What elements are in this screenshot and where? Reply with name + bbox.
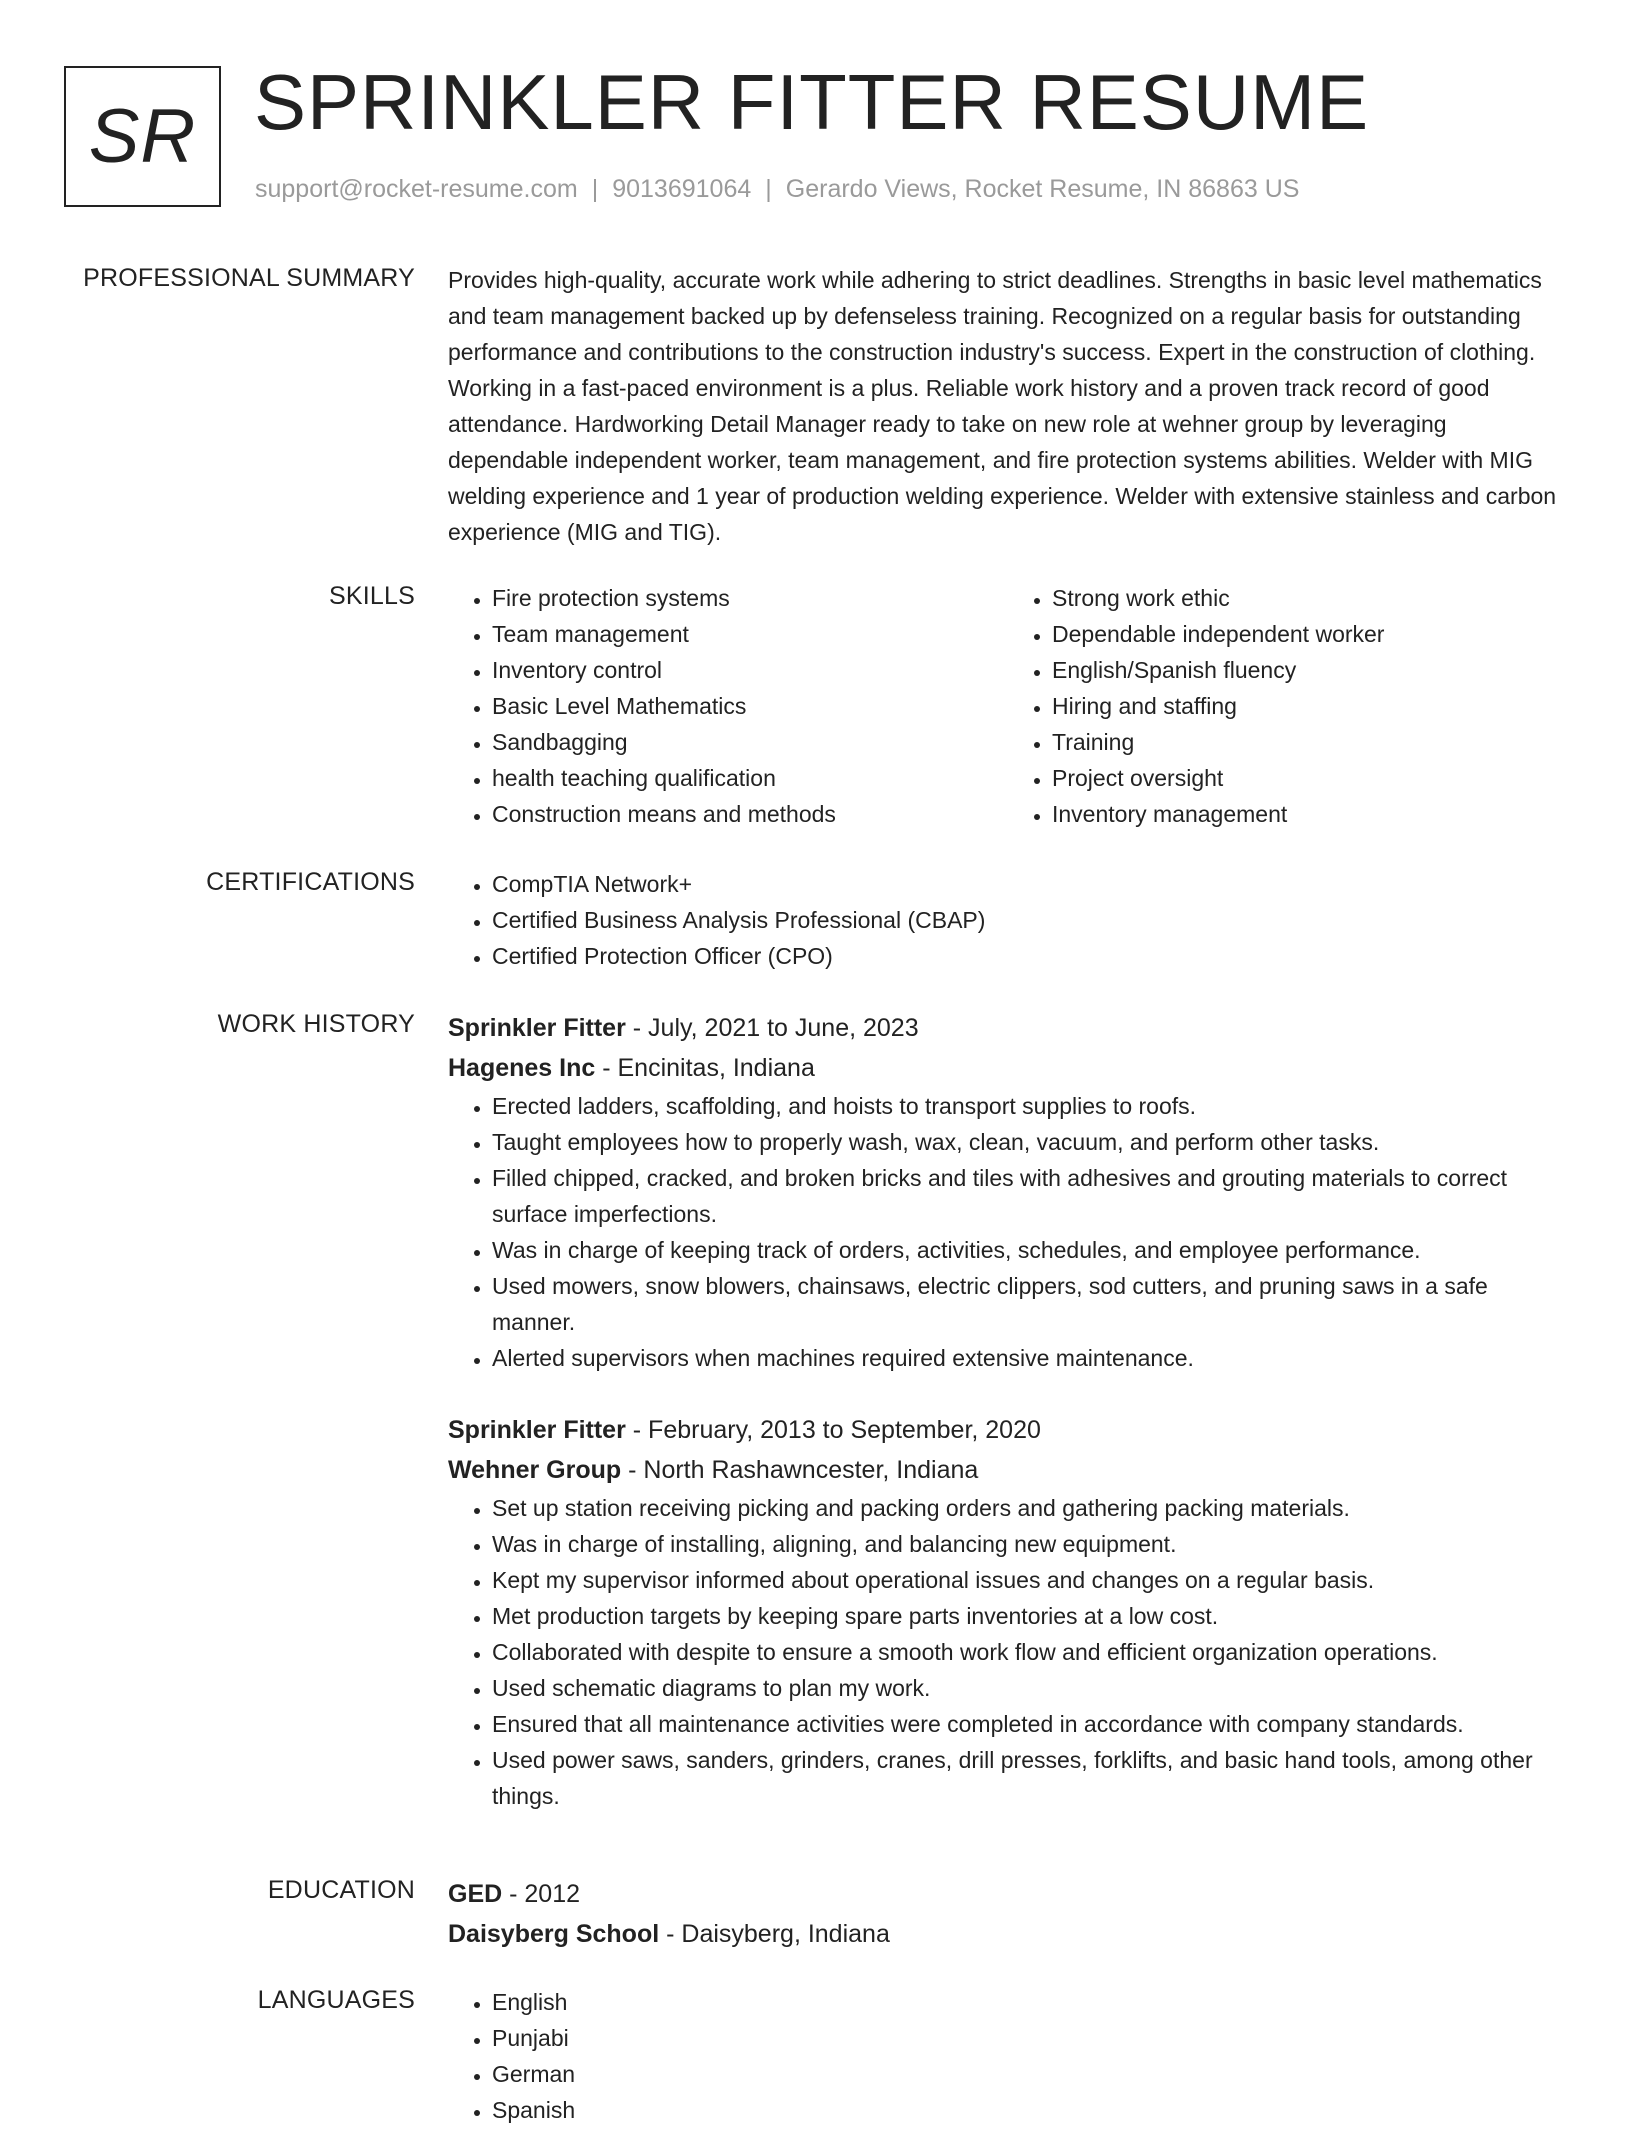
section-label: CERTIFICATIONS: [206, 868, 415, 896]
contact-separator: |: [591, 175, 599, 203]
skills-body: [448, 580, 1568, 832]
job-dates: - July, 2021 to June, 2023: [625, 1014, 919, 1042]
job-duty-item: • Set up station receiving picking and packing orders and gathering packing materials.: [492, 1490, 1568, 1526]
certifications-list: [448, 866, 1568, 974]
job-company: Wehner Group: [448, 1456, 622, 1484]
skill-item: • Training: [1052, 724, 1568, 760]
job-title-line: [448, 1008, 1568, 1048]
contact-line: [255, 175, 1299, 204]
skill-item: • Sandbagging: [492, 724, 1008, 760]
skills-list-right: [1008, 580, 1568, 832]
skill-item: • Inventory management: [1052, 796, 1568, 832]
education-location: - Daisyberg, Indiana: [659, 1920, 890, 1948]
language-item: • Punjabi: [492, 2020, 1568, 2056]
job-company-line: [448, 1450, 1568, 1490]
skill-item: • Basic Level Mathematics: [492, 688, 1008, 724]
job-duties-list: [448, 1088, 1568, 1376]
certification-item: • CompTIA Network+: [492, 866, 1568, 902]
job-duties-list: [448, 1490, 1568, 1814]
education-school: Daisyberg School: [448, 1920, 660, 1948]
job-location: - North Rashawncester, Indiana: [621, 1456, 979, 1484]
job-entry: [448, 1410, 1568, 1814]
section-label: PROFESSIONAL SUMMARY: [83, 264, 415, 292]
resume-title: SPRINKLER FITTER RESUME: [254, 58, 1370, 146]
certifications-body: [448, 866, 1568, 974]
education-degree: GED: [448, 1880, 503, 1908]
job-duty-item: • Used mowers, snow blowers, chainsaws, electric clippers, sod cutters, and pruning saws in a safe manner.: [492, 1268, 1568, 1340]
job-dates: - February, 2013 to September, 2020: [625, 1416, 1041, 1444]
languages-list: [448, 1984, 1568, 2128]
job-duty-item: • Filled chipped, cracked, and broken bricks and tiles with adhesives and grouting materials to correct surface imperfections.: [492, 1160, 1568, 1232]
job-location: - Encinitas, Indiana: [595, 1054, 815, 1082]
job-entry: [448, 1008, 1568, 1376]
job-title-line: [448, 1410, 1568, 1450]
language-item: • Spanish: [492, 2092, 1568, 2128]
monogram-logo: SR: [64, 66, 221, 207]
skill-item: • Fire protection systems: [492, 580, 1008, 616]
contact-phone[interactable]: 9013691064: [612, 175, 752, 203]
skill-item: • Dependable independent worker: [1052, 616, 1568, 652]
job-duty-item: • Erected ladders, scaffolding, and hoists to transport supplies to roofs.: [492, 1088, 1568, 1124]
skill-item: • Hiring and staffing: [1052, 688, 1568, 724]
language-item: • German: [492, 2056, 1568, 2092]
contact-separator: |: [765, 175, 772, 203]
job-duty-item: • Used power saws, sanders, grinders, cranes, drill presses, forklifts, and basic hand tools, among other things.: [492, 1742, 1568, 1814]
certification-item: • Certified Protection Officer (CPO): [492, 938, 1568, 974]
summary-text: Provides high-quality, accurate work while adhering to strict deadlines. Strengths in basic level mathematics and team management backed up by defenseless training. Recognized on a regular basis for outstanding performance and contributions to the construction industry's success. Expert in the construction of clothing. Working in a fast-paced environment is a plus. Reliable work history and a proven track record of good attendance. Hardworking Detail Manager ready to take on new role at wehner group by leveraging dependable independent worker, team management, and fire protection systems abilities. Welder with MIG welding experience and 1 year of production welding experience. Welder with extensive stainless and carbon experience (MIG and TIG).: [448, 267, 1557, 545]
education-year: - 2012: [502, 1880, 581, 1908]
languages-body: [448, 1984, 1568, 2128]
job-title: Sprinkler Fitter: [448, 1416, 626, 1444]
job-duty-item: • Ensured that all maintenance activities were completed in accordance with company standards.: [492, 1706, 1568, 1742]
skill-item: • Team management: [492, 616, 1008, 652]
section-label: SKILLS: [329, 582, 415, 610]
work-history-body: [448, 1008, 1568, 1814]
section-label: WORK HISTORY: [217, 1010, 415, 1038]
language-item: • English: [492, 1984, 1568, 2020]
education-school-line: [448, 1914, 1568, 1954]
job-company-line: [448, 1048, 1568, 1088]
job-duty-item: • Kept my supervisor informed about operational issues and changes on a regular basis.: [492, 1562, 1568, 1598]
job-duty-item: • Was in charge of keeping track of orders, activities, schedules, and employee performance.: [492, 1232, 1568, 1268]
job-duty-item: • Used schematic diagrams to plan my work.: [492, 1670, 1568, 1706]
skill-item: • Construction means and methods: [492, 796, 1008, 832]
job-duty-item: • Alerted supervisors when machines required extensive maintenance.: [492, 1340, 1568, 1376]
contact-email[interactable]: support@rocket-resume.com: [255, 175, 578, 203]
section-label: LANGUAGES: [257, 1986, 415, 2014]
job-duty-item: • Was in charge of installing, aligning, and balancing new equipment.: [492, 1526, 1568, 1562]
job-title: Sprinkler Fitter: [448, 1014, 626, 1042]
skill-item: • health teaching qualification: [492, 760, 1008, 796]
section-label: EDUCATION: [267, 1876, 415, 1904]
certification-item: • Certified Business Analysis Professional (CBAP): [492, 902, 1568, 938]
job-duty-item: • Taught employees how to properly wash, wax, clean, vacuum, and perform other tasks.: [492, 1124, 1568, 1160]
contact-address: Gerardo Views, Rocket Resume, IN 86863 US: [785, 175, 1300, 203]
job-duty-item: • Collaborated with despite to ensure a smooth work flow and efficient organization operations.: [492, 1634, 1568, 1670]
education-body: [448, 1874, 1568, 1954]
skill-item: • English/Spanish fluency: [1052, 652, 1568, 688]
skill-item: • Strong work ethic: [1052, 580, 1568, 616]
skill-item: • Project oversight: [1052, 760, 1568, 796]
job-company: Hagenes Inc: [448, 1054, 596, 1082]
summary-body: [448, 262, 1568, 550]
job-duty-item: • Met production targets by keeping spare parts inventories at a low cost.: [492, 1598, 1568, 1634]
education-degree-line: [448, 1874, 1568, 1914]
skill-item: • Inventory control: [492, 652, 1008, 688]
skills-list-left: [448, 580, 1008, 832]
